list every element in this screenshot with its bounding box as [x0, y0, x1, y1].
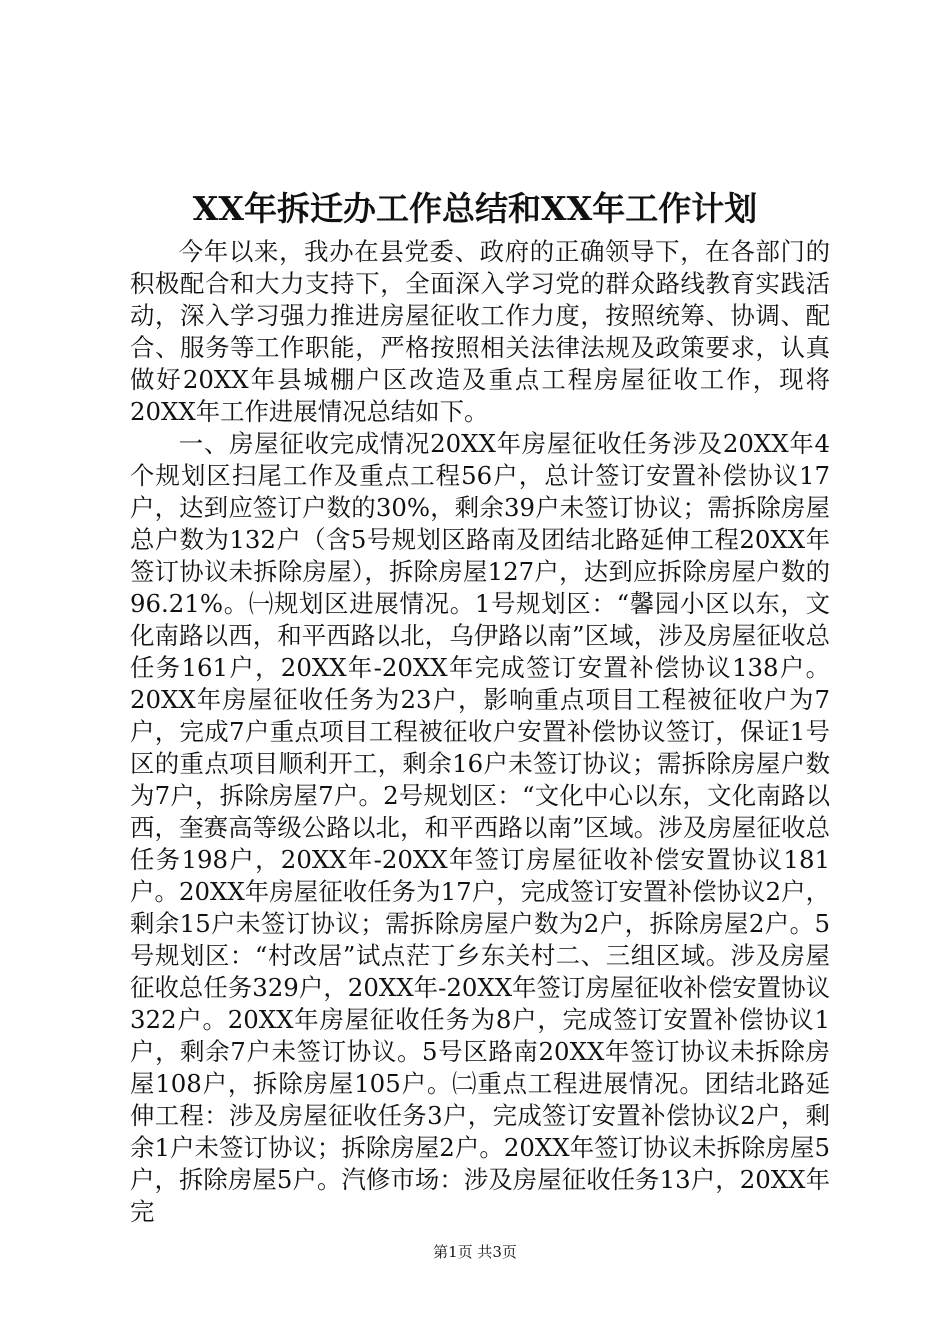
- document-body: [130, 236, 830, 1228]
- document-title: XX年拆迁办工作总结和XX年工作计划: [192, 189, 758, 228]
- paragraph-intro: 今年以来，我办在县党委、政府的正确领导下，在各部门的积极配合和大力支持下，全面深入学习党的群众路线教育实践活动，深入学习强力推进房屋征收工作力度，按照统筹、协调、配合、服务等工作职能，严格按照相关法律法规及政策要求，认真做好20XX年县城棚户区改造及重点工程房屋征收工作，现将20XX年工作进展情况总结如下。: [130, 237, 830, 426]
- paragraph-section-1: 一、房屋征收完成情况20XX年房屋征收任务涉及20XX年4个规划区扫尾工作及重点工程56户，总计签订安置补偿协议17户，达到应签订户数的30%，剩余39户未签订协议；需拆除房屋总户数为132户（含5号规划区路南及团结北路延伸工程20XX年签订协议未拆除房屋），拆除房屋127户，达到应拆除房屋户数的96.21%。㈠规划区进展情况。1号规划区：“馨园小区以东，文化南路以西，和平西路以北，乌伊路以南”区域，涉及房屋征收总任务161户，20XX年-20XX年完成签订安置补偿协议138户。20XX年房屋征收任务为23户，影响重点项目工程被征收户为7户，完成7户重点项目工程被征收户安置补偿协议签订，保证1号区的重点项目顺利开工，剩余16户未签订协议；需拆除房屋户数为7户，拆除房屋7户。2号规划区：“文化中心以东，文化南路以西，奎赛高等级公路以北，和平西路以南”区域。涉及房屋征收总任务198户，20XX年-20XX年签订房屋征收补偿安置协议181户。20XX年房屋征收任务为17户，完成签订安置补偿协议2户，剩余15户未签订协议；需拆除房屋户数为2户，拆除房屋2户。5号规划区：“村改居”试点茫丁乡东关村二、三组区域。涉及房屋征收总任务329户，20XX年-20XX年签订房屋征收补偿安置协议322户。20XX年房屋征收任务为8户，完成签订安置补偿协议1户，剩余7户未签订协议。5号区路南20XX年签订协议未拆除房屋108户，拆除房屋105户。㈡重点工程进展情况。团结北路延伸工程：涉及房屋征收任务3户，完成签订安置补偿协议2户，剩余1户未签订协议；拆除房屋2户。20XX年签订协议未拆除房屋5户，拆除房屋5户。汽修市场：涉及房屋征收任务13户，20XX年完: [130, 429, 830, 1226]
- page-number: 第1页 共3页: [433, 1243, 517, 1261]
